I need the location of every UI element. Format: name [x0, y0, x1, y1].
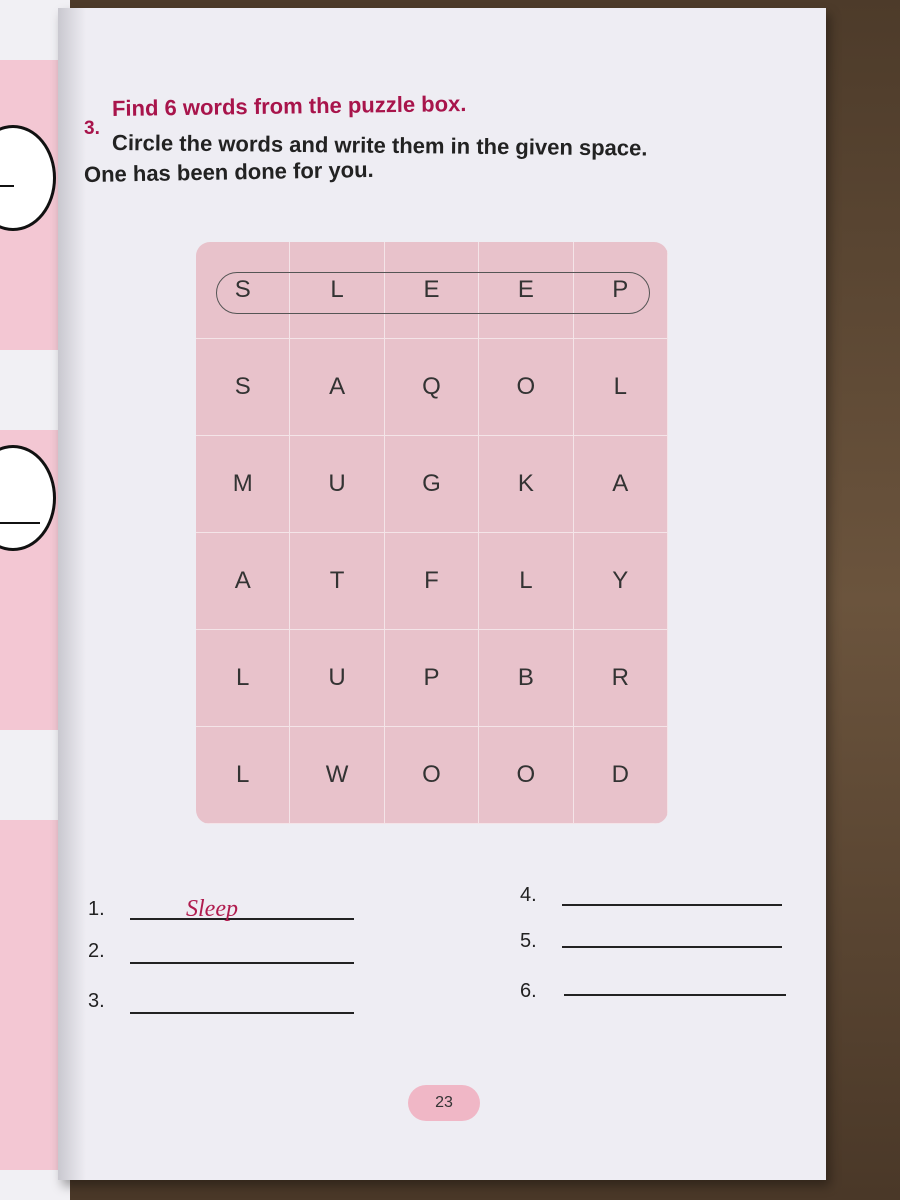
answer-line-3[interactable] — [130, 1012, 354, 1014]
puzzle-cell[interactable]: W — [290, 727, 384, 824]
puzzle-box — [196, 242, 668, 824]
answer-line-5[interactable] — [562, 946, 782, 948]
puzzle-cell[interactable]: F — [385, 533, 479, 630]
puzzle-cell[interactable]: U — [290, 630, 384, 727]
question-note: One has been done for you. — [83, 156, 374, 187]
answer-line-4[interactable] — [562, 904, 782, 906]
puzzle-cell[interactable]: R — [574, 630, 668, 727]
answer-number-6: 6. — [520, 980, 537, 1002]
answer-line-2[interactable] — [130, 962, 354, 964]
puzzle-cell[interactable]: Y — [574, 533, 668, 630]
puzzle-cell[interactable]: A — [574, 436, 668, 533]
puzzle-cell[interactable]: L — [196, 727, 290, 824]
puzzle-cell[interactable]: Q — [385, 339, 479, 436]
answer-line-6[interactable] — [564, 994, 786, 996]
question-instruction: Circle the words and write them in the given space. — [111, 130, 648, 161]
puzzle-cell[interactable]: D — [574, 727, 668, 824]
answer-number-5: 5. — [520, 930, 537, 952]
puzzle-cell[interactable]: E — [385, 242, 479, 339]
pink-band — [0, 820, 62, 1170]
question-title: Find 6 words from the puzzle box. — [111, 91, 467, 121]
answer-line-1[interactable] — [130, 918, 354, 920]
answer-number-1: 1. — [88, 898, 105, 920]
answer-text-1: Sleep — [186, 896, 238, 922]
page-fold-shadow — [58, 8, 86, 1180]
puzzle-cell[interactable]: O — [479, 727, 573, 824]
puzzle-cell[interactable]: L — [574, 339, 668, 436]
page-number: 23 — [435, 1094, 453, 1111]
puzzle-cell[interactable]: O — [479, 339, 573, 436]
puzzle-cell[interactable]: P — [385, 630, 479, 727]
answer-number-2: 2. — [88, 940, 105, 962]
word-circle-sleep — [216, 272, 650, 314]
bubble-line — [0, 185, 14, 187]
puzzle-cell[interactable]: K — [479, 436, 573, 533]
bubble-line — [0, 522, 40, 524]
puzzle-cell[interactable]: A — [290, 339, 384, 436]
puzzle-cell[interactable]: P — [574, 242, 668, 339]
puzzle-cell[interactable]: U — [290, 436, 384, 533]
answer-number-4: 4. — [520, 884, 537, 906]
puzzle-cell[interactable]: B — [479, 630, 573, 727]
puzzle-cell[interactable]: S — [196, 242, 290, 339]
puzzle-cell[interactable]: S — [196, 339, 290, 436]
puzzle-cell[interactable]: L — [196, 630, 290, 727]
page-number-badge — [408, 1085, 480, 1121]
puzzle-cell[interactable]: G — [385, 436, 479, 533]
puzzle-cell[interactable]: T — [290, 533, 384, 630]
puzzle-cell[interactable]: M — [196, 436, 290, 533]
puzzle-cell[interactable]: E — [479, 242, 573, 339]
puzzle-cell[interactable]: O — [385, 727, 479, 824]
question-number: 3. — [84, 118, 100, 139]
puzzle-cell[interactable]: L — [479, 533, 573, 630]
puzzle-cell[interactable]: L — [290, 242, 384, 339]
letter-grid — [196, 242, 668, 824]
puzzle-cell[interactable]: A — [196, 533, 290, 630]
answer-number-3: 3. — [88, 990, 105, 1012]
